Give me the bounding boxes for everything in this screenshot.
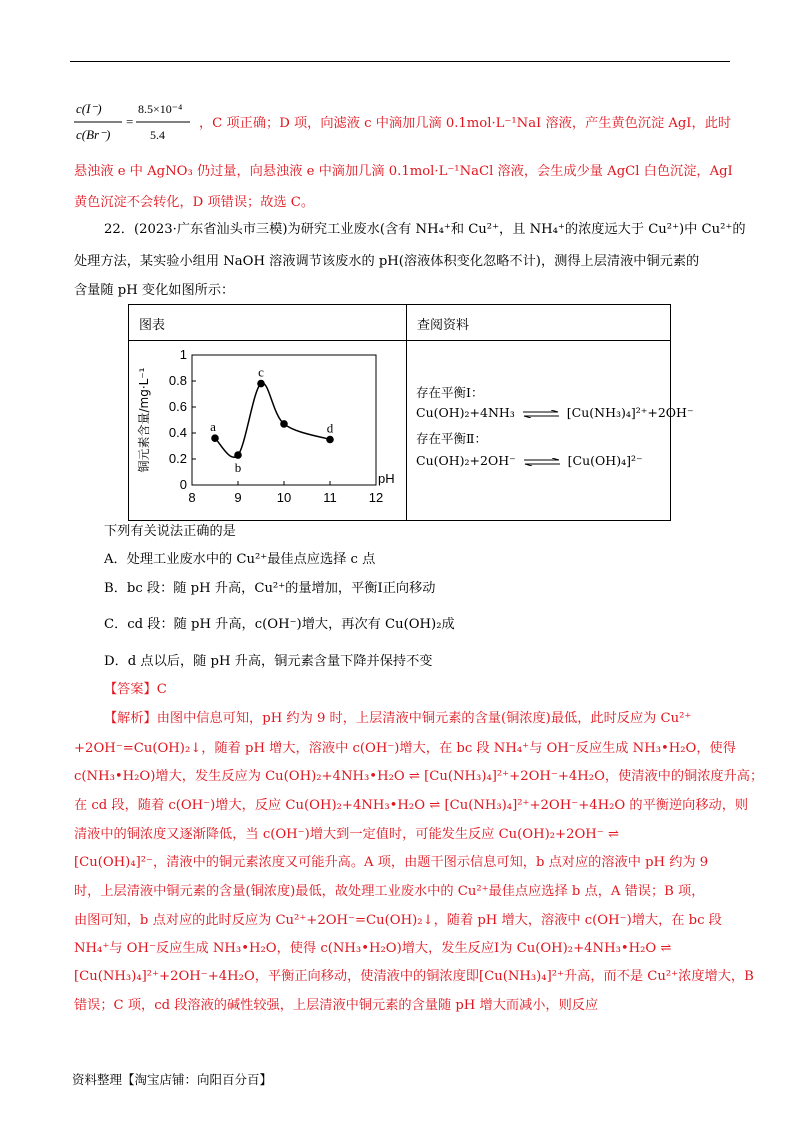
header-rule xyxy=(70,61,730,62)
x-tick-label: 8 xyxy=(188,490,196,505)
y-tick-label: 1 xyxy=(179,347,187,362)
x-tick-label: 11 xyxy=(323,490,337,505)
question-prompt: 下列有关说法正确的是 xyxy=(104,524,236,539)
intro-line-3: 黄色沉淀不会转化，D 项错误；故选 C。 xyxy=(74,195,315,210)
table-header-chart: 图表 xyxy=(139,318,166,333)
y-axis-label: 铜元素含量/mg·L⁻¹ xyxy=(137,367,151,473)
y-tick-label: 0.2 xyxy=(168,451,187,466)
intro-line-1: ，C 项正确；D 项，向滤液 c 中滴加几滴 0.1mol·L⁻¹NaI 溶液，产生黄色沉淀 AgI，此时 xyxy=(199,116,732,131)
option-d: D．d 点以后，随 pH 升高，铜元素含量下降并保持不变 xyxy=(104,654,433,669)
analysis-line-3: c(NH₃•H₂O)增大，发生反应为 Cu(OH)₂+4NH₃•H₂O ⇌ [Cu(NH₃)₄]²⁺+2OH⁻+4H₂O，使清液中的铜浓度升高； xyxy=(74,769,764,784)
x-tick-label: 10 xyxy=(276,490,292,505)
equilibrium-arrow-icon xyxy=(523,410,559,418)
question-line-3: 含量随 pH 变化如图所示： xyxy=(74,283,235,298)
point-label: d xyxy=(326,420,334,436)
point-label: a xyxy=(210,419,216,435)
analysis-line-2: +2OH⁻=Cu(OH)₂↓，随着 pH 增大，溶液中 c(OH⁻)增大，在 bc 段 NH₄⁺与 OH⁻反应生成 NH₃•H₂O，使得 xyxy=(74,741,736,756)
equilibrium-1-title: 存在平衡Ⅰ： xyxy=(416,385,484,400)
table-column-divider xyxy=(406,305,407,520)
analysis-line-6: [Cu(OH)₄]²⁻，清液中的铜元素浓度又可能升高。A 项，由题干图示信息可知，b 点对应的溶液中 pH 约为 9 xyxy=(74,855,709,870)
question-line-1: 22．(2023·广东省汕头市三模)为研究工业废水(含有 NH₄⁺和 Cu²⁺，且 NH₄⁺的浓度远大于 Cu²⁺)中 Cu²⁺的 xyxy=(104,222,746,237)
y-tick-label: 0.4 xyxy=(168,425,187,440)
series-line xyxy=(215,383,330,457)
x-tick-label: 12 xyxy=(368,490,384,505)
analysis-line-4: 在 cd 段，随着 c(OH⁻)增大，反应 Cu(OH)₂+4NH₃•H₂O ⇌ [Cu(NH₃)₄]²⁺+2OH⁻+4H₂O 的平衡逆向移动，则 xyxy=(74,798,749,813)
intro-line-2: 悬浊液 e 中 AgNO₃ 仍过量，向悬浊液 e 中滴加几滴 0.1mol·L⁻¹NaCl 溶液，会生成少量 AgCl 白色沉淀，AgI xyxy=(74,164,733,179)
equilibrium-arrow-icon xyxy=(524,458,560,466)
equilibrium-2-title: 存在平衡Ⅱ： xyxy=(416,431,487,446)
fraction-num-left: c(I⁻) xyxy=(76,101,102,116)
analysis-line-8: 由图可知，b 点对应的此时反应为 Cu²⁺+2OH⁻=Cu(OH)₂↓，随着 pH 增大，溶液中 c(OH⁻)增大，在 bc 段 xyxy=(74,913,722,928)
option-c: C．cd 段：随 pH 升高，c(OH⁻)增大，再次有 Cu(OH)₂成 xyxy=(104,617,455,632)
page-footer: 资料整理【淘宝店铺：向阳百分百】 xyxy=(72,1072,273,1087)
y-tick-label: 0.8 xyxy=(168,373,187,388)
data-point xyxy=(280,420,288,428)
equilibrium-2-right: [Cu(OH)₄]²⁻ xyxy=(567,453,643,468)
copper-content-chart xyxy=(130,341,405,519)
analysis-line-9: NH₄⁺与 OH⁻反应生成 NH₃•H₂O，使得 c(NH₃•H₂O)增大，发生反应Ⅰ为 Cu(OH)₂+4NH₃•H₂O ⇌ xyxy=(74,941,672,956)
x-tick-label: 9 xyxy=(234,490,242,505)
analysis-line-5: 清液中的铜浓度又逐渐降低，当 c(OH⁻)增大到一定值时，可能发生反应 Cu(OH)₂+2OH⁻ ⇌ xyxy=(74,827,620,842)
option-a: A．处理工业废水中的 Cu²⁺最佳点应选择 c 点 xyxy=(104,552,376,567)
equilibrium-2-left: Cu(OH)₂+2OH⁻ xyxy=(416,453,516,468)
equilibrium-1-equation xyxy=(416,405,694,420)
table-header-row xyxy=(129,305,670,341)
analysis-line-1: 【解析】由图中信息可知，pH 约为 9 时，上层清液中铜元素的含量(铜浓度)最低，此时反应为 Cu²⁺ xyxy=(104,711,692,726)
analysis-line-10: [Cu(NH₃)₄]²⁺+2OH⁻+4H₂O，平衡正向移动，使清液中的铜浓度即[Cu(NH₃)₄]²⁺升高，而不是 Cu²⁺浓度增大，B xyxy=(74,969,754,984)
equilibrium-1-right: [Cu(NH₃)₄]²⁺+2OH⁻ xyxy=(566,405,694,420)
x-axis-label: pH xyxy=(378,471,395,486)
analysis-line-11: 错误；C 项，cd 段溶液的碱性较强，上层清液中铜元素的含量随 pH 增大而减小，则反应 xyxy=(74,998,599,1013)
plot-frame xyxy=(192,355,376,485)
data-point xyxy=(234,451,242,459)
equilibrium-1-left: Cu(OH)₂+4NH₃ xyxy=(416,405,515,420)
fraction-num-right: 8.5×10⁻⁴ xyxy=(138,102,183,116)
figure-table xyxy=(128,304,694,521)
equals-sign: = xyxy=(126,114,134,129)
data-point xyxy=(326,436,334,444)
fraction-svg xyxy=(70,95,200,149)
answer-label: 【答案】C xyxy=(104,682,167,697)
analysis-line-7: 时，上层清液中铜元素的含量(铜浓度)最低，故处理工业废水中的 Cu²⁺最佳点应选择 b 点，A 错误；B 项， xyxy=(74,884,705,899)
table-header-reference: 查阅资料 xyxy=(417,318,470,333)
y-tick-label: 0 xyxy=(179,477,187,492)
data-point xyxy=(211,434,219,442)
point-label: b xyxy=(234,460,242,476)
option-b: B．bc 段：随 pH 升高，Cu²⁺的量增加，平衡Ⅰ正向移动 xyxy=(104,581,436,596)
y-tick-label: 0.6 xyxy=(168,399,187,414)
data-point xyxy=(257,380,265,388)
fraction-den-left: c(Br⁻) xyxy=(76,127,111,142)
concentration-ratio-fraction xyxy=(70,95,200,149)
point-label: c xyxy=(258,364,264,380)
equilibrium-2-equation xyxy=(416,453,643,468)
fraction-den-right: 5.4 xyxy=(150,128,165,142)
question-line-2: 处理方法，某实验小组用 NaOH 溶液调节该废水的 pH(溶液体积变化忽略不计)，测得上层清液中铜元素的 xyxy=(74,254,700,269)
